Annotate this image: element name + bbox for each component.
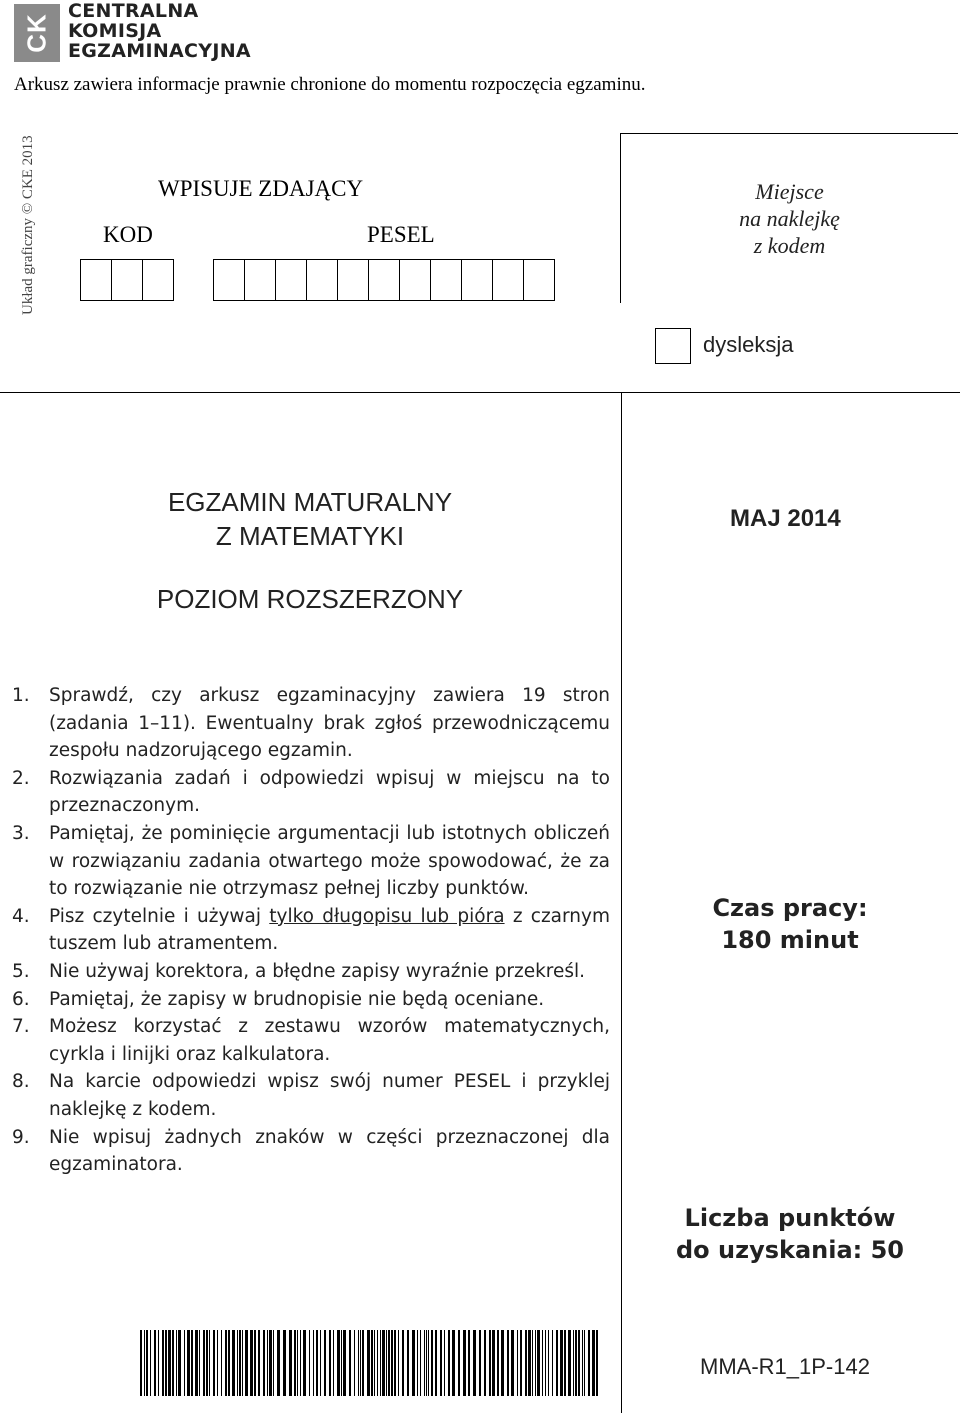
barcode-bar — [573, 1330, 574, 1396]
barcode-bar — [300, 1330, 301, 1396]
barcode-bar — [552, 1330, 553, 1396]
barcode-bar — [360, 1330, 361, 1396]
barcode-bar — [209, 1330, 210, 1396]
instruction-item: 3. Pamiętaj, że pominięcie argumentacji lub istotnych obliczeń w rozwiązaniu zadania otwartego może spowodować, że za to rozwiązanie nie otrzymasz pełnej liczby punktów. — [12, 822, 610, 900]
barcode-bar — [294, 1330, 296, 1396]
wpisuje-zdajacy-label: WPISUJE ZDAJĄCY — [158, 176, 364, 201]
barcode-bar — [374, 1330, 375, 1396]
barcode-bar — [592, 1330, 595, 1396]
barcode-bar — [497, 1330, 499, 1396]
barcode-bar — [258, 1330, 260, 1396]
instruction-item: 8. Na karcie odpowiedzi wpisz swój numer PESEL i przyklej naklejkę z kodem. — [12, 1071, 610, 1120]
barcode-bar — [560, 1330, 563, 1396]
exam-date: MAJ 2014 — [730, 505, 841, 532]
instruction-item: 5. Nie używaj korektora, a błędne zapisy wyraźnie przekreśl. — [12, 960, 586, 982]
barcode-bar — [297, 1330, 298, 1396]
kod-box[interactable] — [142, 259, 174, 301]
underlined-text: tylko długopisu lub pióra — [269, 905, 505, 927]
barcode-bar — [168, 1330, 171, 1396]
barcode-bar — [412, 1330, 415, 1396]
barcode-bar — [150, 1330, 151, 1396]
logo-line-3: EGZAMINACYJNA — [68, 40, 251, 62]
instruction-item: 9. Nie wpisuj żadnych znaków w części przeznaczonej dla egzaminatora. — [12, 1126, 610, 1176]
barcode-bar — [582, 1330, 583, 1396]
barcode-bar — [158, 1330, 159, 1396]
instruction-item: 7. Możesz korzystać z zestawu wzorów matematycznych, cyrkla i linijki oraz kalkulatora. — [12, 1016, 610, 1065]
pesel-box[interactable] — [368, 259, 400, 301]
barcode-bar — [309, 1330, 310, 1396]
barcode-bar — [154, 1330, 156, 1396]
barcode-bar — [303, 1330, 306, 1396]
barcode-bar — [206, 1330, 208, 1396]
kod-boxes — [80, 259, 173, 301]
barcode-bar — [367, 1330, 370, 1396]
barcode-bar — [520, 1330, 522, 1396]
barcode-bar — [578, 1330, 580, 1396]
instructions-list — [0, 682, 610, 1179]
barcode-bar — [511, 1330, 514, 1396]
barcode-bar — [407, 1330, 409, 1396]
pesel-label: PESEL — [367, 222, 435, 247]
barcode-bar — [545, 1330, 546, 1396]
barcode-bar — [144, 1330, 145, 1396]
barcode-bar — [528, 1330, 531, 1396]
barcode-bar — [448, 1330, 450, 1396]
barcode-bar — [371, 1330, 373, 1396]
barcode-bar — [203, 1330, 205, 1396]
barcode-bar — [556, 1330, 558, 1396]
cke-logo-badge — [14, 4, 60, 62]
barcode-bar — [489, 1330, 491, 1396]
instruction-item: 4. Pisz czytelnie i używaj tylko długopisu lub pióra z czarnym tuszem lub atramentem. — [12, 905, 610, 955]
barcode-bar — [386, 1330, 387, 1396]
barcode-bar — [178, 1330, 181, 1396]
cke-logo-text — [68, 1, 251, 61]
pesel-box[interactable] — [306, 259, 338, 301]
barcode-bar — [273, 1330, 274, 1396]
barcode-bar — [417, 1330, 418, 1396]
barcode-bar — [537, 1330, 540, 1396]
barcode-bar — [195, 1330, 198, 1396]
barcode-bar — [221, 1330, 222, 1396]
barcode-bar — [187, 1330, 190, 1396]
barcode-bar — [232, 1330, 235, 1396]
barcode-bar — [424, 1330, 425, 1396]
barcode-bar — [237, 1330, 238, 1396]
barcode-bar — [525, 1330, 527, 1396]
barcode-bar — [191, 1330, 193, 1396]
barcode-bar — [225, 1330, 227, 1396]
barcode-bar — [269, 1330, 272, 1396]
barcode-bar — [507, 1330, 509, 1396]
barcode-bar — [277, 1330, 280, 1396]
barcode-bar — [362, 1330, 364, 1396]
barcode-bar — [426, 1330, 427, 1396]
barcode-bar — [250, 1330, 253, 1396]
barcode-bar — [535, 1330, 536, 1396]
barcode-bar — [217, 1330, 218, 1396]
kod-box[interactable] — [80, 259, 112, 301]
barcode-bar — [492, 1330, 495, 1396]
barcode-bar — [313, 1330, 314, 1396]
header-separator — [0, 392, 960, 393]
dysleksja-label: dysleksja — [703, 332, 794, 357]
barcode-bar — [349, 1330, 351, 1396]
barcode-bar — [532, 1330, 533, 1396]
barcode-bar — [458, 1330, 460, 1396]
barcode-bar — [162, 1330, 164, 1396]
pesel-box[interactable] — [461, 259, 493, 301]
logo-line-1: CENTRALNA — [68, 0, 199, 22]
barcode-bar — [199, 1330, 200, 1396]
barcode-bar — [341, 1330, 342, 1396]
barcode-bar — [463, 1330, 466, 1396]
barcode-bar — [564, 1330, 566, 1396]
barcode-bar — [184, 1330, 185, 1396]
barcode-bar — [391, 1330, 393, 1396]
barcode-bar — [517, 1330, 518, 1396]
barcode-bar — [316, 1330, 318, 1396]
barcode-bar — [398, 1330, 399, 1396]
kod-label: KOD — [103, 222, 153, 247]
logo-line-2: KOMISJA — [68, 20, 162, 42]
exam-title: EGZAMIN MATURALNY Z MATEMATYKI — [167, 487, 453, 551]
barcode-bar — [428, 1330, 429, 1396]
pesel-box[interactable] — [523, 259, 555, 301]
barcode-bar — [548, 1330, 549, 1396]
barcode-bar — [324, 1330, 326, 1396]
barcode-bar — [394, 1330, 396, 1396]
barcode-bar — [283, 1330, 286, 1396]
barcode-bar — [402, 1330, 404, 1396]
barcode-bar — [588, 1330, 590, 1396]
instruction-item: 6. Pamiętaj, że zapisy w brudnopisie nie będą oceniane. — [12, 988, 545, 1010]
barcode-bar — [343, 1330, 346, 1396]
pesel-box[interactable] — [399, 259, 431, 301]
protection-notice: Arkusz zawiera informacje prawnie chronione do momentu rozpoczęcia egzaminu. — [14, 74, 646, 95]
barcode-bar — [146, 1330, 148, 1396]
barcode-bar — [172, 1330, 174, 1396]
barcode-bar — [431, 1330, 433, 1396]
pesel-box[interactable] — [213, 259, 245, 301]
barcode-bar — [420, 1330, 421, 1396]
barcode-bar — [596, 1330, 598, 1396]
kod-box[interactable] — [111, 259, 143, 301]
barcode-bar — [479, 1330, 481, 1396]
barcode-bar — [254, 1330, 256, 1396]
barcode-bar — [382, 1330, 385, 1396]
exam-code: MMA-R1_1P-142 — [700, 1354, 870, 1379]
barcode-bar — [380, 1330, 381, 1396]
barcode-bar — [473, 1330, 476, 1396]
barcode-bar — [245, 1330, 248, 1396]
barcode-bar — [468, 1330, 470, 1396]
barcode-bar — [484, 1330, 486, 1396]
barcode-bar — [575, 1330, 577, 1396]
barcode-bar — [452, 1330, 455, 1396]
barcode-bar — [213, 1330, 215, 1396]
barcode-bar — [354, 1330, 355, 1396]
barcode-bar — [140, 1330, 142, 1396]
barcode-bar — [242, 1330, 243, 1396]
barcode-image — [140, 1330, 600, 1396]
barcode-bar — [329, 1330, 331, 1396]
barcode-bar — [289, 1330, 292, 1396]
sticker-area — [620, 133, 958, 303]
barcode-bar — [444, 1330, 445, 1396]
exam-level: POZIOM ROZSZERZONY — [156, 584, 464, 614]
dysleksja-checkbox[interactable] — [655, 328, 691, 364]
barcode-bar — [568, 1330, 571, 1396]
instruction-item: 1. Sprawdź, czy arkusz egzaminacyjny zawiera 19 stron (zadania 1–11). Ewentualny brak zgłoś przewodniczącemu zespołu nadzorującego egzamin. — [12, 685, 610, 762]
barcode-bar — [435, 1330, 437, 1396]
pesel-box[interactable] — [430, 259, 462, 301]
barcode-bar — [501, 1330, 504, 1396]
instruction-item: 2. Rozwiązania zadań i odpowiedzi wpisuj w miejscu na to przeznaczonym. — [12, 767, 610, 817]
barcode-bar — [377, 1330, 378, 1396]
barcode-bar — [239, 1330, 241, 1396]
barcode-bar — [388, 1330, 390, 1396]
pesel-box[interactable] — [337, 259, 369, 301]
barcode-bar — [337, 1330, 340, 1396]
barcode-bar — [228, 1330, 230, 1396]
barcode-bar — [584, 1330, 585, 1396]
barcode-bar — [333, 1330, 334, 1396]
time-info: Czas pracy: 180 minut — [712, 894, 868, 954]
logo-badge-text: CK — [21, 13, 52, 53]
pesel-box[interactable] — [492, 259, 524, 301]
barcode-bar — [440, 1330, 442, 1396]
pesel-box[interactable] — [244, 259, 276, 301]
barcode-bar — [358, 1330, 359, 1396]
barcode-bar — [176, 1330, 177, 1396]
copyright-vertical: Układ graficzny © CKE 2013 — [20, 135, 36, 315]
barcode-bar — [263, 1330, 265, 1396]
pesel-box[interactable] — [275, 259, 307, 301]
pesel-boxes — [213, 259, 554, 301]
points-info: Liczba punktów do uzyskania: 50 — [675, 1204, 905, 1264]
barcode-bar — [165, 1330, 167, 1396]
barcode-bar — [542, 1330, 543, 1396]
barcode-bar — [320, 1330, 321, 1396]
sticker-label: Miejsce na naklejkę z kodem — [739, 179, 840, 258]
barcode-bar — [267, 1330, 268, 1396]
